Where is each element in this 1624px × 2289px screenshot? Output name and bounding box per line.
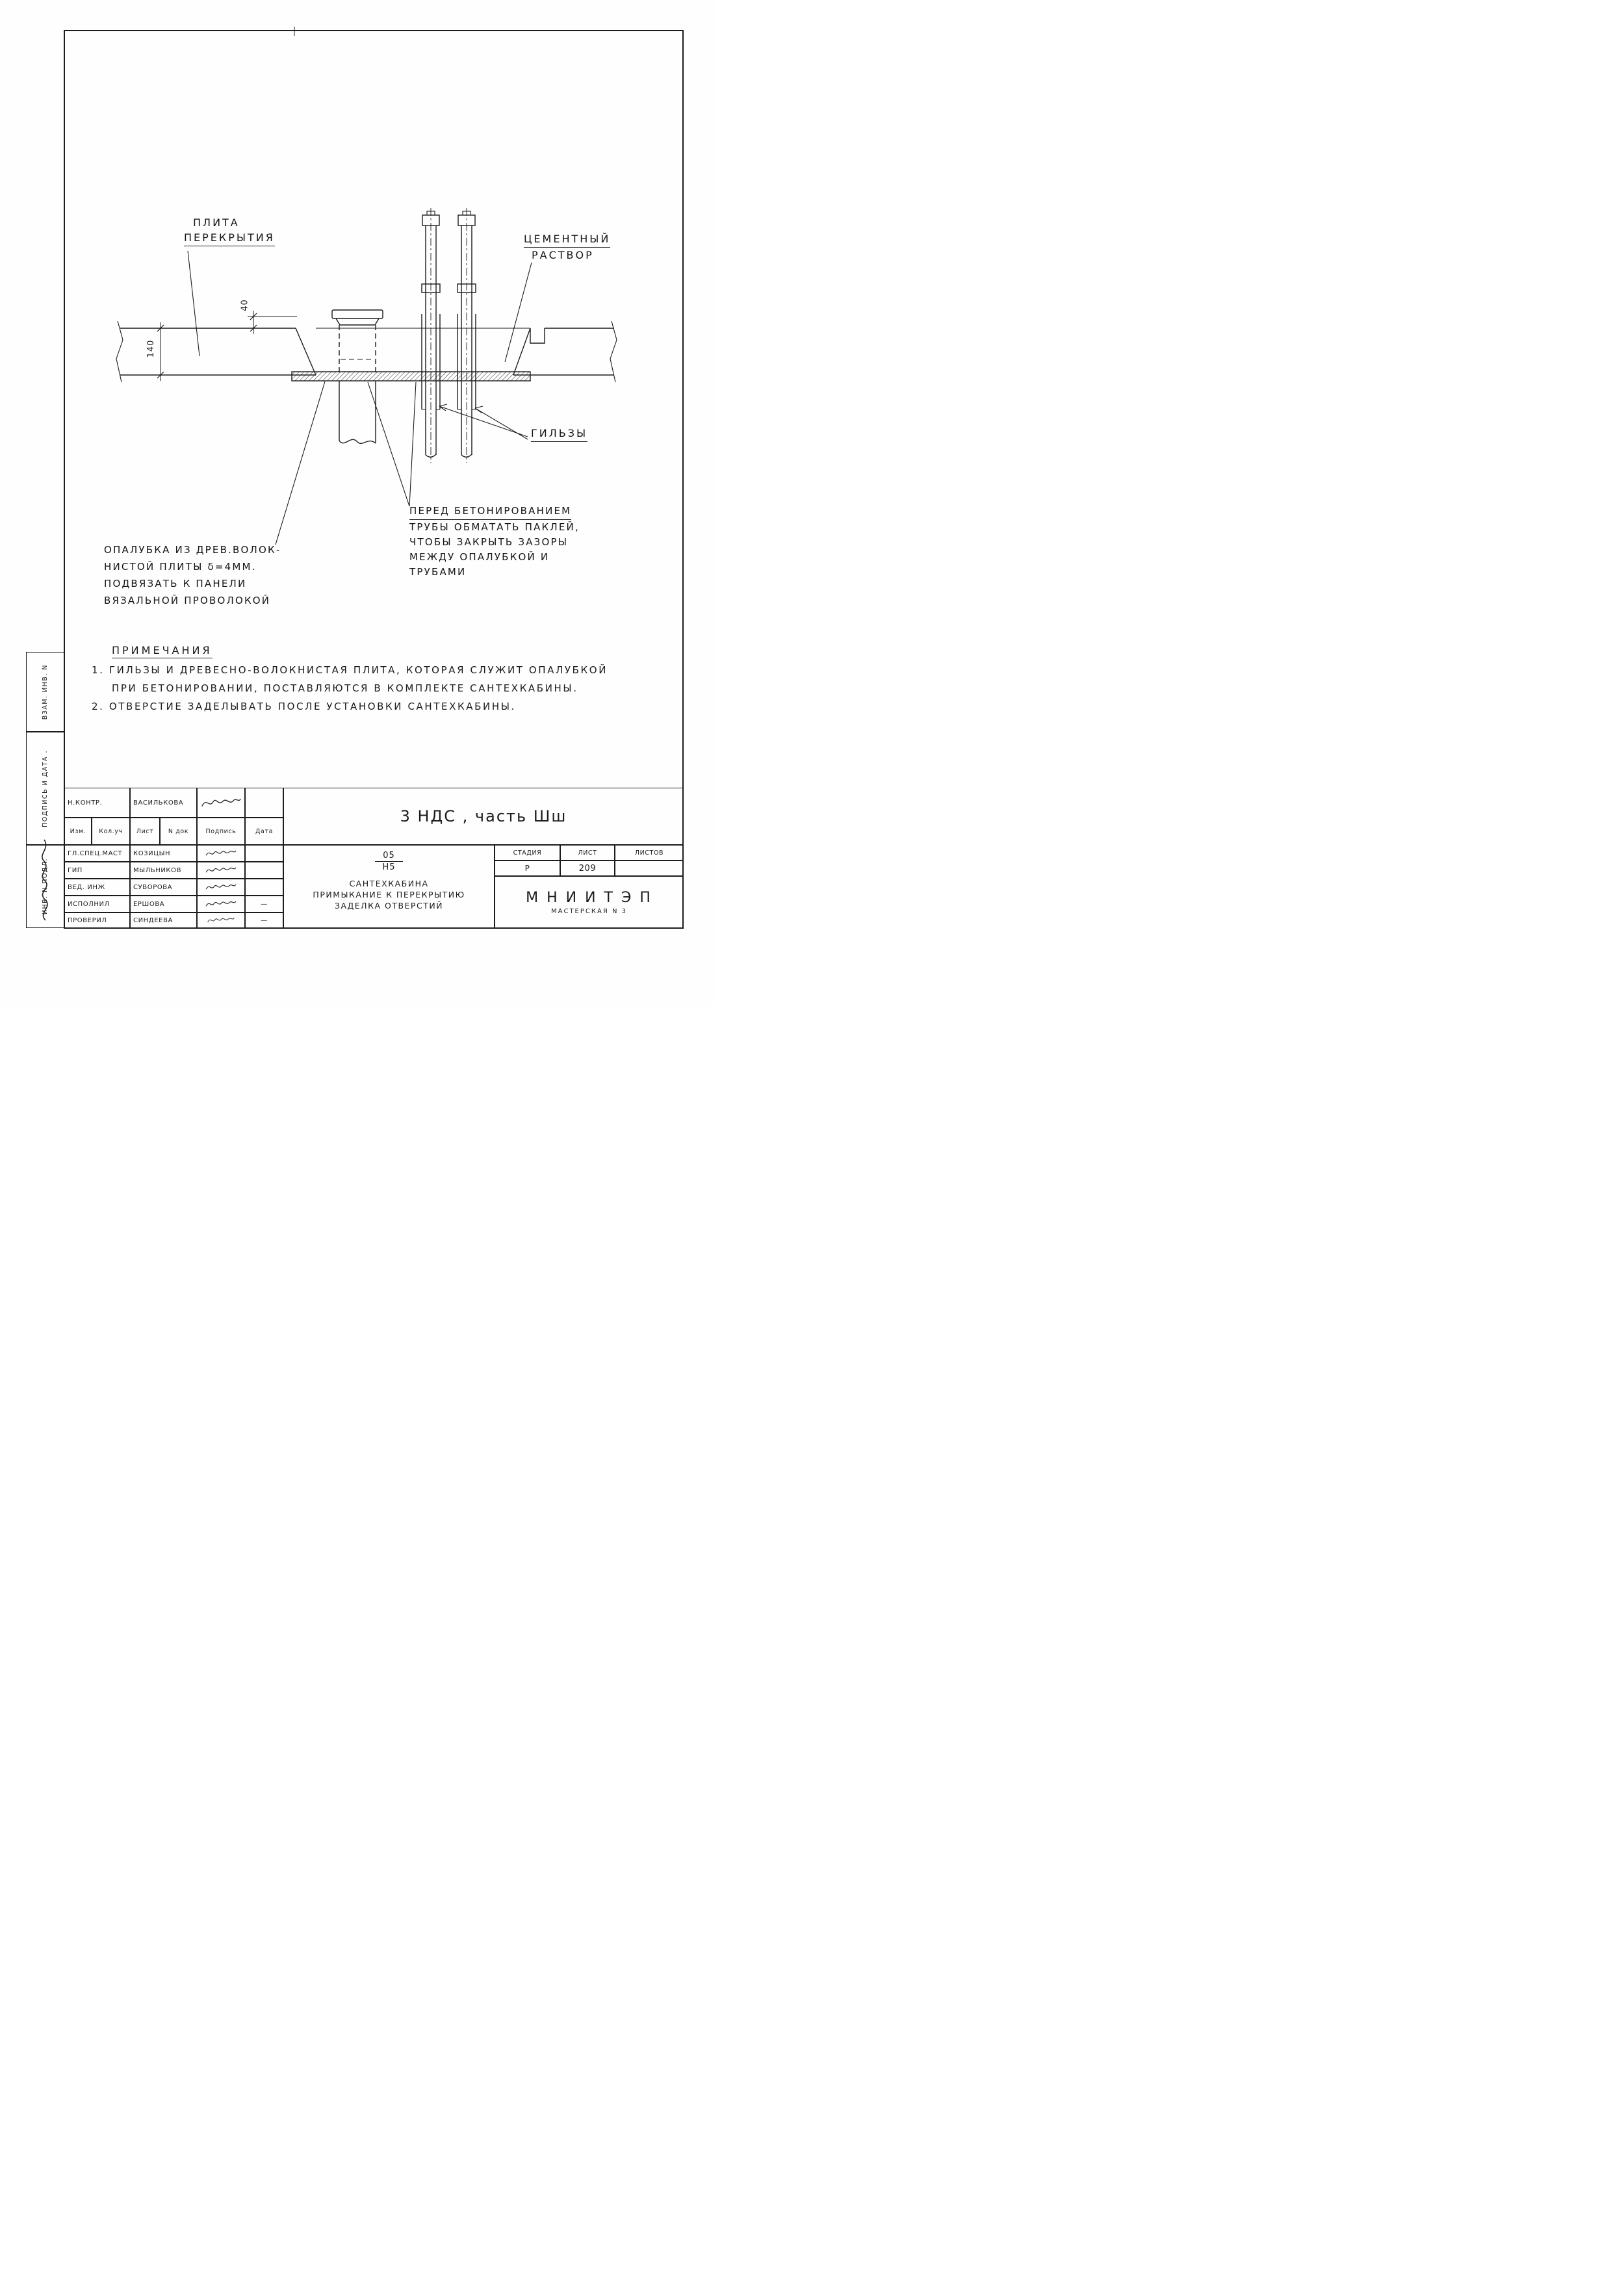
signature-kozitsyn <box>202 847 240 859</box>
header-list-cell: Лист <box>130 818 160 845</box>
signature-ershova <box>202 898 240 910</box>
row-gip-name: МЫЛЬНИКОВ <box>130 862 197 879</box>
row-glspec-name: КОЗИЦЫН <box>130 845 197 862</box>
sheet-value-cell: 209 <box>560 860 615 876</box>
row-vedinzh-role: ВЕД. ИНЖ <box>64 879 130 896</box>
note-2-line1: 2. ОТВЕРСТИЕ ЗАДЕЛЫВАТЬ ПОСЛЕ УСТАНОВКИ САНТЕХКАБИНЫ. <box>92 701 516 712</box>
formwork-callout-line1: ОПАЛУБКА ИЗ ДРЕВ.ВОЛОК- <box>104 544 281 556</box>
row-gip-signature <box>197 862 245 879</box>
stamp-inv-podl-text: ИНВ. N ПОДЛ. <box>42 858 49 915</box>
signature-vasilkova <box>200 794 242 811</box>
row-vedinzh-date <box>245 879 283 896</box>
note-1-line1: 1. ГИЛЬЗЫ И ДРЕВЕСНО-ВОЛОКНИСТАЯ ПЛИТА, КОТОРАЯ СЛУЖИТ ОПАЛУБКОЙ <box>92 664 608 676</box>
dim-40-text: 40 <box>240 299 250 311</box>
row-ispolnil-date: — <box>245 896 283 912</box>
wrap-callout-line4: МЕЖДУ ОПАЛУБКОЙ И <box>409 551 550 563</box>
org-name: М Н И И Т Э П <box>526 889 652 906</box>
stage-value-cell: Р <box>495 860 560 876</box>
signature-suvorova <box>202 881 240 893</box>
row-proveril-signature <box>197 912 245 928</box>
header-podpis-cell: Подпись <box>197 818 245 845</box>
row-proveril-name: СИНДЕЕВА <box>130 912 197 928</box>
stamp-vzam-inv <box>26 652 64 732</box>
sheet-code <box>375 851 403 872</box>
sheet-code-bottom: Н5 <box>382 862 396 872</box>
row-vedinzh-name: СУВОРОВА <box>130 879 197 896</box>
wrap-callout-line3: ЧТОБЫ ЗАКРЫТЬ ЗАЗОРЫ <box>409 536 569 548</box>
row-proveril-role: ПРОВЕРИЛ <box>64 912 130 928</box>
sheet-label-cell: ЛИСТ <box>560 845 615 860</box>
wrap-callout <box>409 504 580 580</box>
signature-sindeeva <box>202 915 240 925</box>
title-block <box>64 788 684 928</box>
row-glspec-role: ГЛ.СПЕЦ.МАСТ <box>64 845 130 862</box>
slab-callout <box>184 215 275 246</box>
sheets-value-cell <box>615 860 684 876</box>
dim-140-text: 140 <box>146 339 156 358</box>
row-ispolnil-signature <box>197 896 245 912</box>
row-ispolnil-role: ИСПОЛНИЛ <box>64 896 130 912</box>
org-cell <box>495 876 684 928</box>
header-data-cell: Дата <box>245 818 283 845</box>
sleeves-callout-text: ГИЛЬЗЫ <box>531 426 587 442</box>
sheets-label-cell: ЛИСТОВ <box>615 845 684 860</box>
stamp-vzam-inv-text: ВЗАМ. ИНВ. N <box>42 664 49 720</box>
ncontr-name-cell: ВАСИЛЬКОВА <box>130 788 197 818</box>
formwork-callout-line2: НИСТОЙ ПЛИТЫ δ=4ММ. <box>104 561 257 573</box>
wrap-callout-line1: ПЕРЕД БЕТОНИРОВАНИЕМ <box>409 504 571 520</box>
subject-lines <box>313 878 465 911</box>
ncontr-date-cell <box>245 788 283 818</box>
mortar-callout-line1: ЦЕМЕНТНЫЙ <box>524 231 610 248</box>
notes-title: ПРИМЕЧАНИЯ <box>112 644 213 658</box>
subject-line3: ЗАДЕЛКА ОТВЕРСТИЙ <box>334 901 444 911</box>
blueprint-sheet <box>0 0 715 1007</box>
formwork-callout-line3: ПОДВЯЗАТЬ К ПАНЕЛИ <box>104 578 247 589</box>
row-gip-role: ГИП <box>64 862 130 879</box>
header-ndok-cell: N док <box>160 818 197 845</box>
slab-callout-line2: ПЕРЕКРЫТИЯ <box>184 230 275 246</box>
handwritten-inventory-number <box>36 832 55 923</box>
org-unit: МАСТЕРСКАЯ N 3 <box>551 907 627 915</box>
signature-mylnikov <box>202 864 240 876</box>
header-koluch-cell: Кол.уч <box>92 818 130 845</box>
subject-cell <box>283 845 495 928</box>
note-1-line2: ПРИ БЕТОНИРОВАНИИ, ПОСТАВЛЯЮТСЯ В КОМПЛЕКТЕ САНТЕХКАБИНЫ. <box>112 682 578 694</box>
mortar-callout <box>524 231 610 263</box>
row-glspec-signature <box>197 845 245 862</box>
formwork-callout-line4: ВЯЗАЛЬНОЙ ПРОВОЛОКОЙ <box>104 595 271 606</box>
ncontr-signature-cell <box>197 788 245 818</box>
doc-title-cell: 3 НДС , часть Шш <box>283 788 684 845</box>
subject-line2: ПРИМЫКАНИЕ К ПЕРЕКРЫТИЮ <box>313 890 465 899</box>
wrap-callout-line5: ТРУБАМИ <box>409 566 467 578</box>
row-ispolnil-name: ЕРШОВА <box>130 896 197 912</box>
stamp-podpis-data <box>26 732 64 845</box>
slab-callout-line1: ПЛИТА <box>193 216 240 229</box>
row-gip-date <box>245 862 283 879</box>
row-vedinzh-signature <box>197 879 245 896</box>
formwork-callout <box>104 541 281 609</box>
wrap-callout-line2: ТРУБЫ ОБМАТАТЬ ПАКЛЕЙ, <box>409 521 580 533</box>
row-proveril-date: — <box>245 912 283 928</box>
subject-line1: САНТЕХКАБИНА <box>349 879 429 888</box>
mortar-callout-line2: РАСТВОР <box>532 249 594 262</box>
row-glspec-date <box>245 845 283 862</box>
ncontr-role-cell: Н.КОНТР. <box>64 788 130 818</box>
stamp-podpis-data-text: ПОДПИСЬ И ДАТА . <box>42 749 49 827</box>
header-izm-cell: Изм. <box>64 818 92 845</box>
sleeves-callout <box>531 426 587 442</box>
stage-label-cell: СТАДИЯ <box>495 845 560 860</box>
sheet-code-top: 05 <box>375 851 403 862</box>
